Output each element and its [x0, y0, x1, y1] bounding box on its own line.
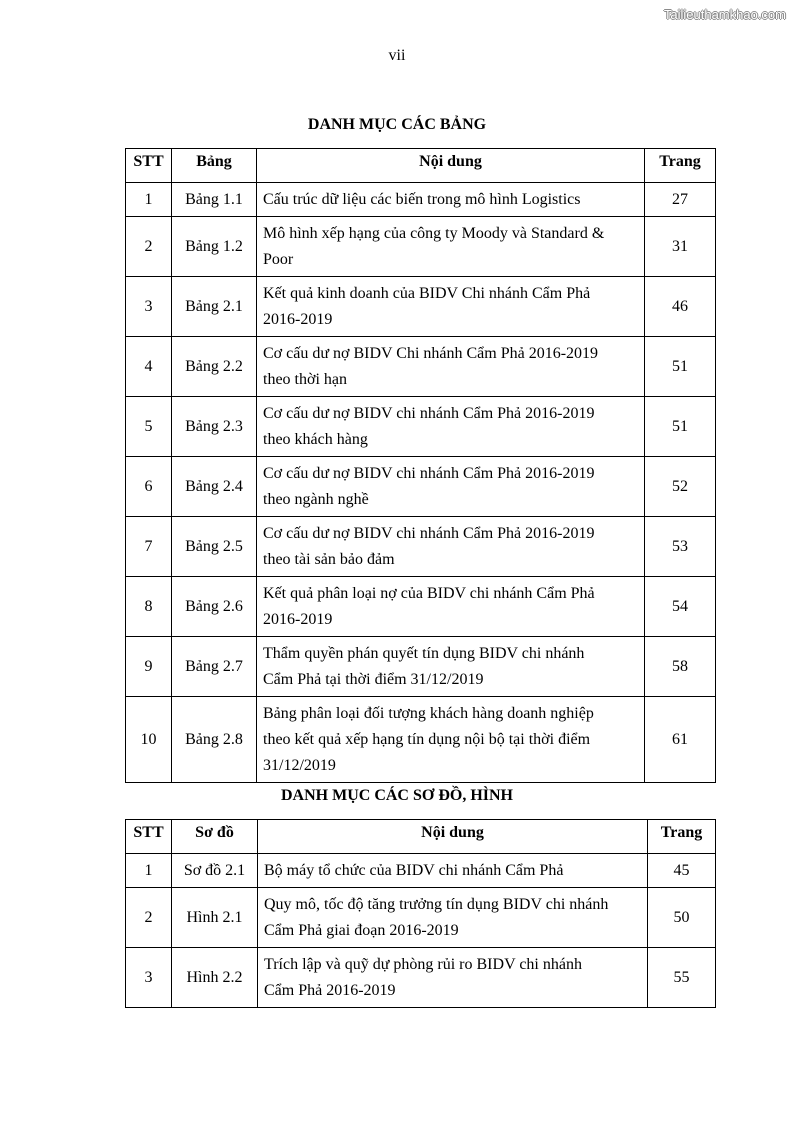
row-stt: 7 [126, 517, 172, 577]
content-line: Cơ cấu dư nợ BIDV chi nhánh Cẩm Phả 2016-2019 [263, 524, 595, 542]
row-page: 27 [645, 183, 716, 217]
row-content [257, 457, 645, 517]
row-page: 51 [645, 397, 716, 457]
content-line: theo ngành nghề [263, 490, 369, 508]
table-row [126, 397, 716, 457]
row-stt: 8 [126, 577, 172, 637]
row-label: Bảng 1.2 [172, 217, 257, 277]
row-page: 58 [645, 637, 716, 697]
row-content [257, 183, 645, 217]
content-line: 31/12/2019 [263, 756, 336, 774]
row-label: Hình 2.1 [172, 888, 258, 948]
table-row [126, 577, 716, 637]
row-label: Bảng 2.8 [172, 697, 257, 783]
row-page: 55 [648, 948, 716, 1008]
row-page: 52 [645, 457, 716, 517]
row-page: 46 [645, 277, 716, 337]
table-row [126, 457, 716, 517]
content-line: theo tài sản bảo đảm [263, 550, 395, 568]
row-content [257, 637, 645, 697]
content-line: Cơ cấu dư nợ BIDV chi nhánh Cẩm Phả 2016-2019 [263, 404, 595, 422]
table-row [126, 697, 716, 783]
row-page: 51 [645, 337, 716, 397]
content-line: theo thời hạn [263, 370, 347, 388]
row-stt: 9 [126, 637, 172, 697]
content-line: Cẩm Phả tại thời điểm 31/12/2019 [263, 670, 484, 688]
content-line: theo kết quả xếp hạng tín dụng nội bộ tại thời điểm [263, 730, 591, 748]
table-row [126, 277, 716, 337]
row-content [257, 277, 645, 337]
figures-section-title: DANH MỤC CÁC SƠ ĐỒ, HÌNH [281, 787, 513, 804]
header-stt: STT [126, 820, 172, 854]
row-label: Bảng 2.4 [172, 457, 257, 517]
content-line: Cơ cấu dư nợ BIDV Chi nhánh Cẩm Phả 2016-2019 [263, 344, 599, 362]
tables-list [125, 148, 716, 783]
row-label: Bảng 2.1 [172, 277, 257, 337]
content-line: Cẩm Phả 2016-2019 [264, 981, 396, 999]
header-stt: STT [126, 149, 172, 183]
row-page: 53 [645, 517, 716, 577]
row-stt: 3 [126, 277, 172, 337]
row-stt: 6 [126, 457, 172, 517]
row-label: Bảng 2.3 [172, 397, 257, 457]
table-row [126, 637, 716, 697]
row-stt: 4 [126, 337, 172, 397]
row-stt: 10 [126, 697, 172, 783]
content-line: Trích lập và quỹ dự phòng rủi ro BIDV chi nhánh [264, 955, 582, 973]
row-content [257, 577, 645, 637]
row-page: 45 [648, 854, 716, 888]
row-content [258, 854, 648, 888]
header-content: Nội dung [257, 149, 645, 183]
row-page: 31 [645, 217, 716, 277]
row-stt: 3 [126, 948, 172, 1008]
table-row [126, 183, 716, 217]
row-page: 50 [648, 888, 716, 948]
row-content [257, 517, 645, 577]
content-line: 2016-2019 [263, 610, 333, 628]
watermark: Tailieuthamkhao.com [663, 7, 786, 22]
row-stt: 1 [126, 183, 172, 217]
content-line: Cấu trúc dữ liệu các biến trong mô hình Logistics [263, 190, 581, 208]
row-page: 54 [645, 577, 716, 637]
row-stt: 2 [126, 217, 172, 277]
content-line: Kết quả kinh doanh của BIDV Chi nhánh Cẩm Phả [263, 284, 591, 302]
header-page: Trang [648, 820, 716, 854]
content-line: Poor [263, 250, 294, 268]
header-content: Nội dung [258, 820, 648, 854]
row-content [257, 697, 645, 783]
header-label: Bảng [172, 149, 257, 183]
row-content [257, 337, 645, 397]
row-label: Bảng 2.2 [172, 337, 257, 397]
content-line: Cơ cấu dư nợ BIDV chi nhánh Cẩm Phả 2016-2019 [263, 464, 595, 482]
tables-section-title: DANH MỤC CÁC BẢNG [307, 116, 487, 133]
header-page: Trang [645, 149, 716, 183]
row-content [257, 217, 645, 277]
content-line: theo khách hàng [263, 430, 368, 448]
table-row [126, 948, 716, 1008]
header-label: Sơ đồ [172, 820, 258, 854]
row-label: Bảng 1.1 [172, 183, 257, 217]
row-label: Sơ đồ 2.1 [172, 854, 258, 888]
table-row [126, 888, 716, 948]
content-line: Mô hình xếp hạng của công ty Moody và Standard & [263, 224, 605, 242]
row-stt: 5 [126, 397, 172, 457]
content-line: Bảng phân loại đối tượng khách hàng doanh nghiệp [263, 704, 594, 722]
row-page: 61 [645, 697, 716, 783]
row-label: Bảng 2.5 [172, 517, 257, 577]
content-line: Bộ máy tổ chức của BIDV chi nhánh Cẩm Phả [264, 861, 564, 879]
content-line: 2016-2019 [263, 310, 333, 328]
row-stt: 2 [126, 888, 172, 948]
table-row [126, 337, 716, 397]
row-label: Hình 2.2 [172, 948, 258, 1008]
figures-list [125, 819, 716, 1008]
content-line: Quy mô, tốc độ tăng trưởng tín dụng BIDV chi nhánh [264, 895, 609, 913]
row-stt: 1 [126, 854, 172, 888]
row-label: Bảng 2.7 [172, 637, 257, 697]
row-content [258, 888, 648, 948]
row-content [258, 948, 648, 1008]
page-number: vii [388, 47, 406, 64]
row-content [257, 397, 645, 457]
content-line: Cẩm Phả giai đoạn 2016-2019 [264, 921, 459, 939]
row-label: Bảng 2.6 [172, 577, 257, 637]
table-row [126, 517, 716, 577]
table-row [126, 217, 716, 277]
content-line: Kết quả phân loại nợ của BIDV chi nhánh Cẩm Phả [263, 584, 595, 602]
table-row [126, 854, 716, 888]
content-line: Thẩm quyền phán quyết tín dụng BIDV chi nhánh [263, 644, 585, 662]
